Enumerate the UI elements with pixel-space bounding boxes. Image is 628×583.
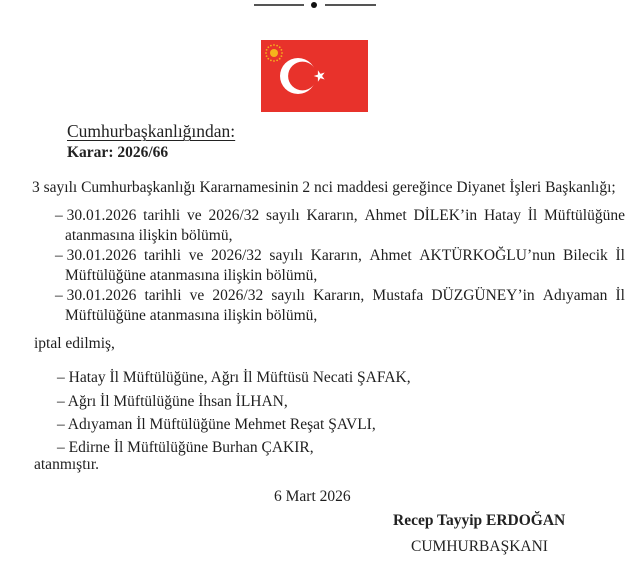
word: AKTÜRKOĞLU’nun [419,247,556,264]
word: – 30.01.2026 [55,247,137,264]
word: sayılı [271,287,305,304]
cancelled-item-line1 [55,206,625,226]
cancelled-item-line1 [55,246,625,266]
cancelled-item [55,286,625,326]
cancelled-item [55,246,625,286]
cancelled-label: iptal edilmiş, [34,335,115,352]
word: Kararın, [313,287,365,304]
word: İl [615,247,625,264]
word: Bilecik [563,247,608,264]
word: sayılı [269,247,304,264]
word: Kararın, [306,207,358,224]
ornamental-divider [254,2,376,8]
appointment-item: – Adıyaman İl Müftülüğüne Mehmet Reşat ŞAVLI, [57,416,376,433]
word: DÜZGÜNEY’in [431,287,535,304]
divider-line-left [254,4,304,6]
appointment-item: – Edirne İl Müftülüğüne Burhan ÇAKIR, [57,439,314,456]
word: Ahmet [364,207,407,224]
turkish-presidential-flag-icon [261,40,368,112]
appointment-item: – Hatay İl Müftülüğüne, Ağrı İl Müftüsü Necati ŞAFAK, [57,369,411,386]
emblem-sun [270,49,278,57]
word: 2026/32 [208,207,260,224]
issuer-heading: Cumhurbaşkanlığından: [67,121,236,141]
cancelled-item [55,206,625,246]
word: İl [527,207,538,224]
word: ve [187,207,202,224]
word: Müftülüğüne [544,207,625,224]
word: ve [189,287,205,304]
word: Adıyaman [542,287,608,304]
word: – 30.01.2026 [55,207,137,224]
word: 2026/32 [212,287,264,304]
word: DİLEK’in [413,207,478,224]
word: tarihli [144,247,182,264]
crescent-inner [288,62,317,91]
appointed-label: atanmıştır. [34,456,100,473]
cancelled-item-line2: Müftülüğüne atanmasına ilişkin bölümü, [65,307,318,324]
signer-name: Recep Tayyip ERDOĞAN [393,512,566,529]
cancelled-item-line2: Müftülüğüne atanmasına ilişkin bölümü, [65,267,318,284]
divider-line-right [325,4,376,6]
divider-dot [311,2,317,8]
cancelled-item-line2: atanmasına ilişkin bölümü, [65,227,233,244]
word: sayılı [266,207,300,224]
word: 2026/32 [210,247,262,264]
appointment-item: – Ağrı İl Müftülüğüne İhsan İLHAN, [57,393,288,410]
decree-date: 6 Mart 2026 [274,488,351,505]
cancelled-item-line1 [55,286,625,306]
word: tarihli [143,207,181,224]
decision-number: Karar: 2026/66 [67,144,169,161]
word: Mustafa [372,287,424,304]
intro-paragraph: 3 sayılı Cumhurbaşkanlığı Kararnamesinin 2 nci maddesi gereğince Diyanet İşleri Başkanlığı; [32,179,616,196]
word: İl [615,287,625,304]
word: ve [188,247,204,264]
word: – 30.01.2026 [55,287,137,304]
word: Kararın, [310,247,362,264]
word: Hatay [483,207,521,224]
word: Ahmet [369,247,412,264]
signer-title: CUMHURBAŞKANI [411,538,548,555]
word: tarihli [144,287,182,304]
